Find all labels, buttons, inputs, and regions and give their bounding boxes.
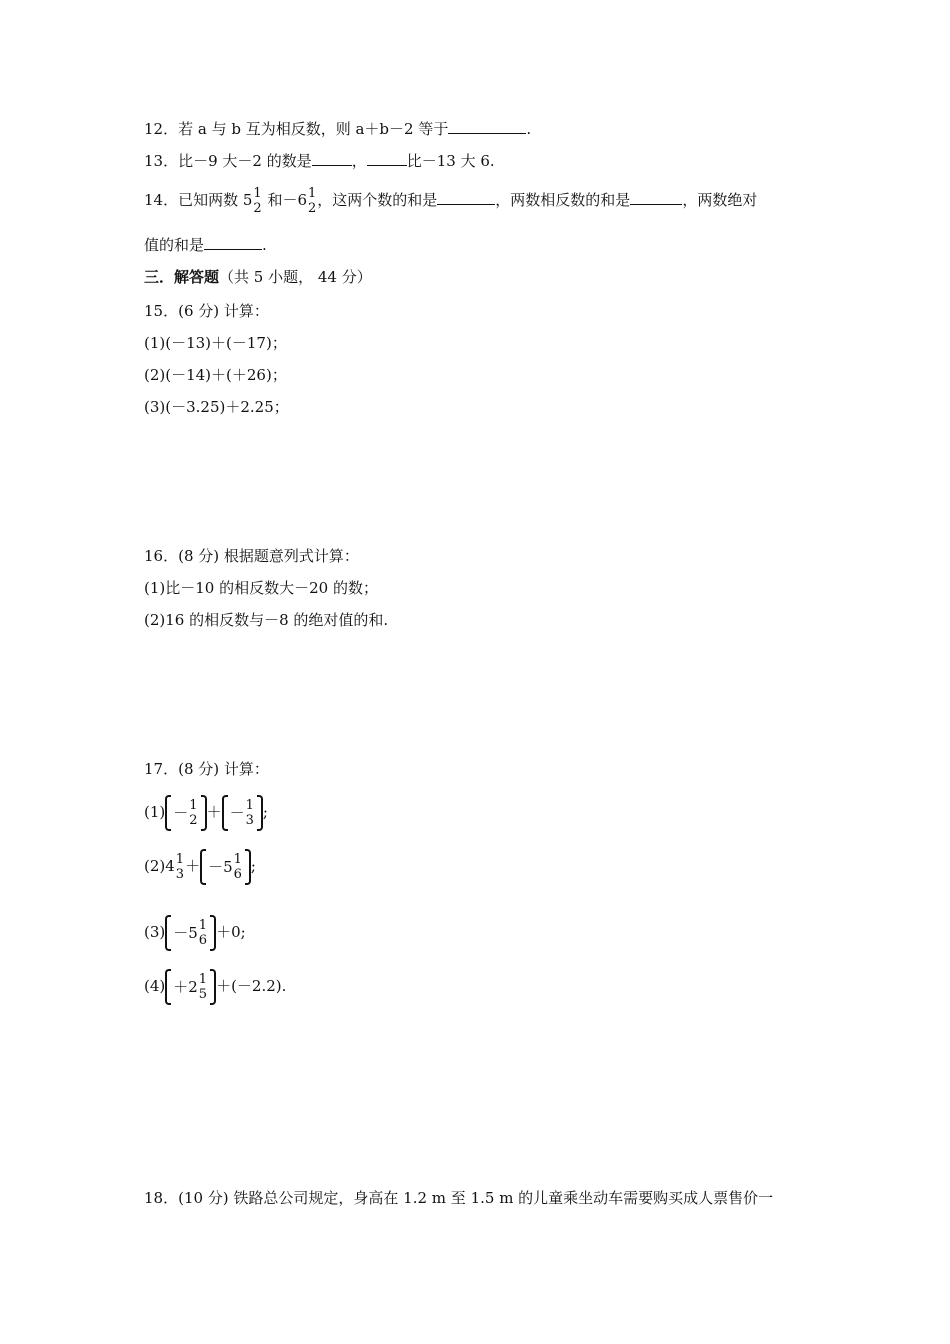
- question-15-header: 15．(6 分) 计算：: [144, 302, 269, 320]
- question-16-item: (2)16 的相反数与－8 的绝对值的和.: [144, 611, 389, 629]
- question-17-header: 17．(8 分) 计算：: [144, 760, 269, 778]
- fraction: 1 2: [308, 186, 317, 216]
- question-18: 18．(10 分) 铁路总公司规定，身高在 1.2 m 至 1.5 m 的儿童乘坐动车需要购买成人票售价一: [144, 1189, 774, 1207]
- question-17-part-4: (4) ＋2 1 5 ＋(－2.2).: [144, 966, 286, 1007]
- question-15-item: (2)(－14)＋(＋26)；: [144, 366, 287, 384]
- question-16-item: (1)比－10 的相反数大－20 的数；: [144, 579, 378, 597]
- fraction: 1 6: [233, 852, 242, 882]
- bracket-group: － 1 3: [222, 793, 263, 833]
- bracket-group: ＋2 1 5: [165, 967, 216, 1007]
- fraction: 1 3: [245, 798, 254, 828]
- answer-blank[interactable]: [630, 189, 682, 205]
- fraction: 1 3: [175, 852, 185, 882]
- question-14: 14．已知两数 5 1 2 和－6 1 2 ，这两个数的和是 ，两数相反数的和是 ，两数绝对: [144, 186, 758, 216]
- fraction: 1 2: [253, 186, 262, 216]
- question-15-item: (3)(－3.25)＋2.25；: [144, 398, 289, 416]
- answer-blank[interactable]: [312, 150, 352, 166]
- answer-blank[interactable]: [367, 150, 407, 166]
- bracket-group: － 1 2: [165, 793, 206, 833]
- answer-blank[interactable]: [204, 234, 262, 250]
- answer-blank[interactable]: [437, 189, 495, 205]
- fraction: 1 5: [198, 972, 208, 1002]
- question-17-part-3: (3) －5 1 6 ＋0;: [144, 912, 246, 953]
- question-17-part-2: (2)4 1 3 ＋ －5 1 6 ;: [144, 846, 256, 887]
- fraction: 1 6: [198, 918, 208, 948]
- question-17-part-1: (1) － 1 2 ＋ － 1 3 ;: [144, 792, 268, 833]
- answer-blank[interactable]: [448, 118, 526, 134]
- bracket-group: －5 1 6: [165, 913, 216, 953]
- question-13: 13．比－9 大－2 的数是 ， 比－13 大 6.: [144, 152, 495, 170]
- question-15-item: (1)(－13)＋(－17)；: [144, 334, 287, 352]
- question-14-cont: 值的和是 .: [144, 236, 267, 254]
- question-16-header: 16．(8 分) 根据题意列式计算：: [144, 547, 359, 565]
- section-3-heading: 三．解答题（共 5 小题， 44 分）: [144, 268, 372, 286]
- bracket-group: －5 1 6: [200, 847, 251, 887]
- fraction: 1 2: [189, 798, 198, 828]
- question-12: 12．若 a 与 b 互为相反数，则 a＋b－2 等于 .: [144, 120, 532, 138]
